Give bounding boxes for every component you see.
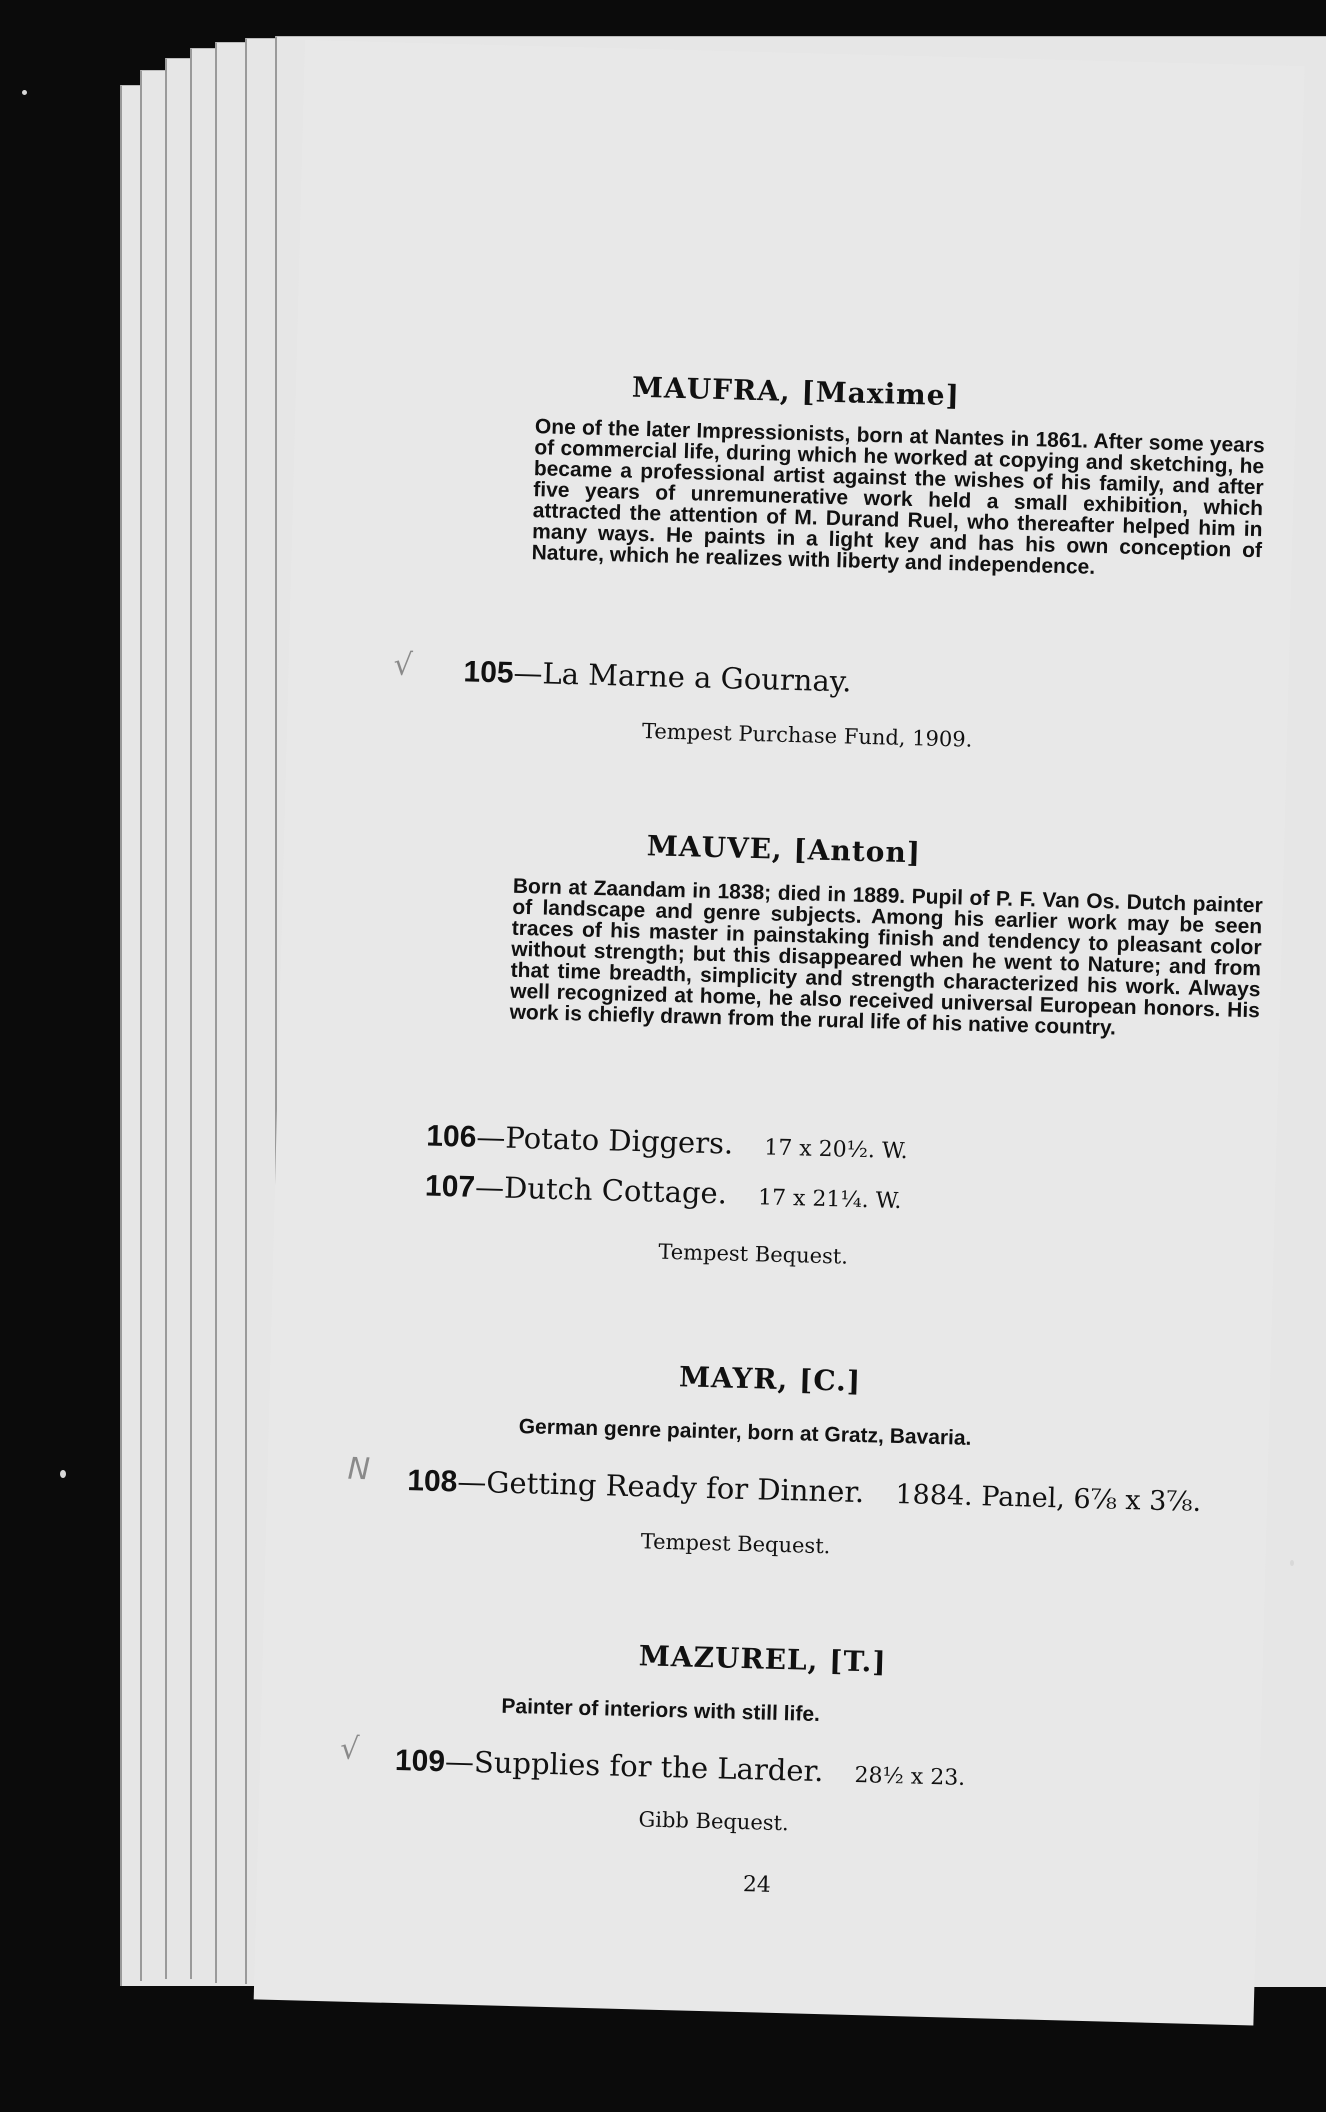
artwork-title: —Dutch Cottage. <box>474 1169 728 1211</box>
artist-biography: One of the later Impressionists, born at Nantes in 1861. After some years of commercial life, during which he worked at copying and sketching, he became a professional artist against the wishes of his family, and after five years of unremunerative work held a small exhibition, which attracted the attention of M. Durand Ruel, who thereafter helped him in many ways. He paints in a light key and has his own conception of Nature, which he realizes with liberty and independence. <box>531 415 1266 579</box>
artwork-entry <box>407 1463 1202 1519</box>
artwork-details: 28½ x 23. <box>854 1762 966 1791</box>
artwork-details: 1884. Panel, 6⅞ x 3⅞. <box>895 1478 1202 1518</box>
artwork-number: 109 <box>394 1743 446 1779</box>
handwritten-check-mark: √ <box>339 1731 360 1768</box>
dust-speck <box>60 1470 66 1478</box>
acquisition-source: Tempest Purchase Fund, 1909. <box>641 719 973 752</box>
artist-biography: German genre painter, born at Gratz, Bavaria. <box>518 1415 972 1450</box>
artist-heading: MAZUREL, [T.] <box>638 1639 888 1679</box>
acquisition-source: Tempest Bequest. <box>640 1529 831 1559</box>
handwritten-n-mark: N <box>347 1451 371 1488</box>
artwork-title: —Supplies for the Larder. <box>444 1744 824 1789</box>
artwork-entry <box>395 1743 966 1793</box>
artwork-title: —Potato Diggers. <box>475 1119 734 1161</box>
artwork-title: —Getting Ready for Dinner. <box>456 1464 865 1510</box>
artist-biography: Painter of interiors with still life. <box>501 1694 821 1727</box>
artwork-entry <box>425 1169 902 1216</box>
artist-heading: MAUFRA, [Maxime] <box>631 370 961 413</box>
artwork-number: 105 <box>463 655 514 690</box>
page-number: 24 <box>742 1872 772 1898</box>
dust-speck <box>22 90 27 95</box>
artist-heading: MAUVE, [Anton] <box>646 829 922 870</box>
acquisition-source: Tempest Bequest. <box>658 1239 849 1269</box>
artwork-entry <box>426 1119 908 1167</box>
catalog-page <box>254 40 1305 2026</box>
artwork-number: 107 <box>424 1169 476 1204</box>
artwork-details: 17 x 21¼. W. <box>757 1185 902 1215</box>
artist-heading: MAYR, [C.] <box>678 1360 862 1399</box>
artist-biography: Born at Zaandam in 1838; died in 1889. Pupil of P. F. Van Os. Dutch painter of landscape and genre subjects. Among his earlier work may be seen traces of his master in painstaking finish and tendency to pleasant color without strength; but this disappeared when he went to Nature; and from that time breadth, simplicity and strength characterized his work. Always well recognized at home, he also received universal European honors. His work is chiefly drawn from the rural life of his native country. <box>509 874 1263 1040</box>
artwork-details: 17 x 20½. W. <box>763 1135 909 1165</box>
handwritten-check-mark: √ <box>393 647 414 684</box>
dust-speck <box>1290 1560 1294 1566</box>
artwork-entry <box>463 654 852 699</box>
artwork-number: 108 <box>406 1464 458 1499</box>
acquisition-source: Gibb Bequest. <box>638 1807 790 1836</box>
artwork-number: 106 <box>425 1119 477 1154</box>
artwork-title: —La Marne a Gournay. <box>513 655 852 699</box>
